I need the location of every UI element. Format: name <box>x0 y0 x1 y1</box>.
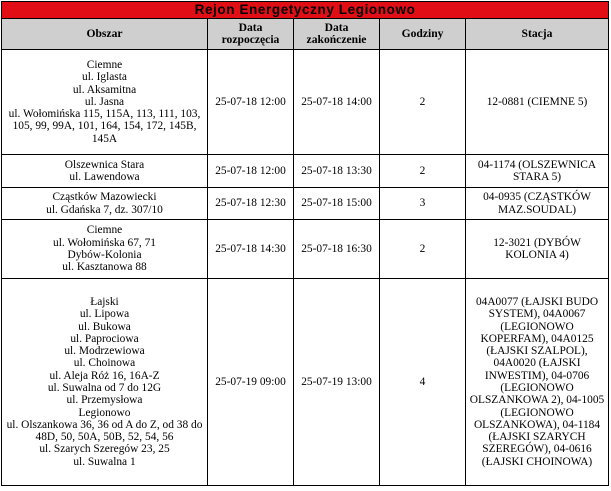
table-row <box>2 279 609 486</box>
area-line: ul. Choinowa <box>73 357 136 370</box>
start-date-cell: 25-07-18 12:00 <box>208 50 294 155</box>
area-cell <box>2 50 208 155</box>
header-end-date: Data zakończenie <box>294 19 380 50</box>
area-line: ul. Gdańska 7, dz. 307/10 <box>46 203 163 216</box>
end-date-cell: 25-07-19 13:00 <box>294 279 380 486</box>
area-line: ul. Lipowa <box>79 308 130 321</box>
hours-cell: 2 <box>380 155 466 188</box>
area-cell <box>2 279 208 486</box>
area-line: ul. Olszankowa 36, 36 od A do Z, od 38 do 48D, 50, 50A, 50B, 52, 54, 56 <box>6 418 203 444</box>
area-line: Cząstków Mazowiecki <box>52 191 157 204</box>
table-row <box>2 155 609 188</box>
area-line: Olszewnica Stara <box>64 158 145 171</box>
area-line: ul. Suwalna 1 <box>73 455 136 468</box>
outage-table <box>1 1 609 486</box>
area-line: ul. Lawendowa <box>69 171 140 183</box>
header-station: Stacja <box>466 19 609 50</box>
station-cell <box>466 155 609 188</box>
area-line: ul. Bukowa <box>78 320 131 333</box>
area-line: Ciemne <box>86 224 123 237</box>
area-line: Dybów-Kolonia <box>67 249 142 261</box>
area-line: ul. Przemysłowa <box>66 394 143 407</box>
table-row <box>2 220 609 279</box>
area-cell <box>2 188 208 220</box>
area-line: ul. Suwalna od 7 do 12G <box>47 382 162 394</box>
table-row <box>2 50 609 155</box>
end-date-cell: 25-07-18 13:30 <box>294 155 380 188</box>
end-date-cell: 25-07-18 15:00 <box>294 188 380 220</box>
start-date-cell: 25-07-18 14:30 <box>208 220 294 279</box>
start-date-cell: 25-07-19 09:00 <box>208 279 294 486</box>
station-text: 12-0881 (CIEMNE 5) <box>486 95 588 108</box>
start-date-cell: 25-07-18 12:00 <box>208 155 294 188</box>
hours-cell: 2 <box>380 220 466 279</box>
area-line: ul. Aleja Róż 16, 16A-Z <box>49 369 160 382</box>
end-date-cell: 25-07-18 14:00 <box>294 50 380 155</box>
outage-table-container <box>1 1 610 489</box>
hours-cell: 4 <box>380 279 466 486</box>
end-date-cell: 25-07-18 16:30 <box>294 220 380 279</box>
header-start-date: Data rozpoczęcia <box>208 19 294 50</box>
hours-cell: 3 <box>380 188 466 220</box>
station-text: 12-3021 (DYBÓW KOLONIA 4) <box>493 236 581 261</box>
header-row <box>2 19 609 50</box>
area-line: ul. Szarych Szeregów 23, 25 <box>39 443 170 456</box>
table-title: Rejon Energetyczny Legionowo <box>2 2 609 19</box>
area-line: ul. Modrzewiowa <box>64 345 145 358</box>
hours-cell: 2 <box>380 50 466 155</box>
header-hours: Godziny <box>380 19 466 50</box>
area-line: ul. Paprociowa <box>70 332 139 345</box>
area-cell <box>2 155 208 188</box>
area-cell <box>2 220 208 279</box>
station-text: 04-0935 (CZĄSTKÓW MAZ.SOUDAL) <box>483 191 591 216</box>
area-line: ul. Wołomińska 67, 71 <box>53 236 156 249</box>
station-cell <box>466 50 609 155</box>
title-row <box>2 2 609 19</box>
station-cell <box>466 188 609 220</box>
table-row <box>2 188 609 220</box>
area-line: Łajski <box>90 295 119 308</box>
area-line: ul. Jasna <box>84 95 125 108</box>
area-line: ul. Wołomińska 115, 115A, 113, 111, 103, 105, 99, 99A, 101, 164, 154, 172, 145B, 145A <box>8 108 201 145</box>
area-line: Legionowo <box>78 406 131 419</box>
area-line: Ciemne <box>86 58 123 71</box>
station-cell <box>466 220 609 279</box>
station-text: 04-1174 (OLSZEWNICA STARA 5) <box>477 158 597 183</box>
area-line: ul. Aksamitna <box>72 83 137 96</box>
header-area: Obszar <box>2 19 208 50</box>
area-line: ul. Kasztanowa 88 <box>62 261 147 274</box>
start-date-cell: 25-07-18 12:30 <box>208 188 294 220</box>
area-line: ul. Iglasta <box>82 71 127 84</box>
station-cell <box>466 279 609 486</box>
station-text: 04A0077 (ŁAJSKI BUDO SYSTEM), 04A0067 (LEGIONOWO KOPERFAM), 04A0125 (ŁAJSKI SZALPOL), 04A0020 (ŁAJSKI INWESTIM), 04-0706 (LEGIONOWO OLSZANKOWA 2), 04-1005 (LEGIONOWO OLSZANKOWA), 04-1184 (ŁAJSKI SZARYCH SZEREGÓW), 04-0616 (ŁAJSKI CHOINOWA) <box>469 295 605 468</box>
